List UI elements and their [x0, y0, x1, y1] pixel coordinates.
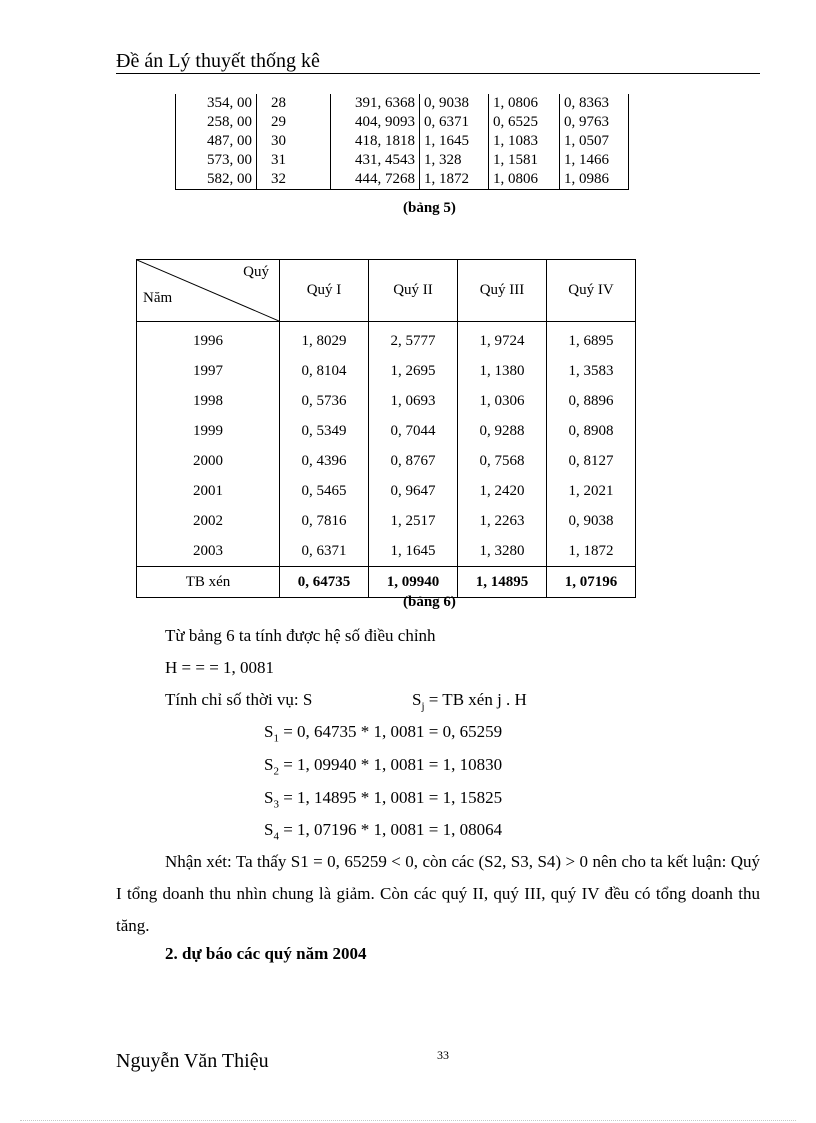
table-cell: 354, 00: [176, 94, 257, 113]
seasonal-formula: = TB xén j . H: [428, 690, 527, 709]
table-6-corner-cell: [137, 260, 280, 322]
table-cell: 1, 328: [420, 151, 489, 170]
s4-value: = 1, 07196 * 1, 0081 = 1, 08064: [283, 820, 503, 839]
table-row: [137, 322, 636, 357]
table-row: [137, 446, 636, 476]
corner-label-quarter: Quý: [243, 264, 269, 280]
text-line-h: H = = = 1, 0081: [165, 658, 275, 677]
index-cell: 1, 9724: [458, 322, 547, 357]
year-cell: 1996: [137, 322, 280, 357]
table-6-caption: (bảng 6): [403, 594, 456, 610]
index-cell: 0, 9647: [369, 476, 458, 506]
header-quarter-4: Quý IV: [547, 260, 636, 322]
footer-dotted-line: [20, 1120, 796, 1121]
table-row: [137, 386, 636, 416]
table-cell: 391, 6368: [331, 94, 420, 113]
table-row: [176, 170, 629, 190]
index-cell: 0, 8127: [547, 446, 636, 476]
index-cell: 1, 1872: [547, 536, 636, 567]
table-cell: 1, 0806: [489, 170, 560, 190]
index-cell: 0, 8908: [547, 416, 636, 446]
year-cell: 2003: [137, 536, 280, 567]
table-row: [176, 94, 629, 113]
header-quarter-2: Quý II: [369, 260, 458, 322]
index-cell: 0, 4396: [280, 446, 369, 476]
table-row: [137, 536, 636, 567]
index-cell: 1, 1380: [458, 356, 547, 386]
index-cell: 1, 2263: [458, 506, 547, 536]
table-row: [176, 113, 629, 132]
section-heading: 2. dự báo các quý năm 2004: [165, 944, 367, 963]
index-cell: 0, 7568: [458, 446, 547, 476]
corner-label-year: Năm: [143, 290, 173, 306]
year-cell: 2001: [137, 476, 280, 506]
table-cell: 258, 00: [176, 113, 257, 132]
average-label: TB xén: [137, 567, 280, 598]
year-cell: 1998: [137, 386, 280, 416]
index-cell: 0, 5465: [280, 476, 369, 506]
index-cell: 0, 7044: [369, 416, 458, 446]
index-cell: 0, 7816: [280, 506, 369, 536]
table-cell: 1, 1645: [420, 132, 489, 151]
table-cell: 487, 00: [176, 132, 257, 151]
table-6: [136, 259, 636, 598]
text-line-1: Từ bảng 6 ta tính được hệ số điều chỉnh: [165, 626, 436, 645]
s2-line: $S_2 = 1$, 09940 * 1, 0081 = 1, 10830: [264, 755, 503, 778]
index-cell: 0, 6371: [280, 536, 369, 567]
table-row: [176, 151, 629, 170]
text-line-seasonal-right: $S_j$ = TB xén j . H: [412, 690, 527, 713]
index-cell: 0, 8767: [369, 446, 458, 476]
index-cell: 1, 2021: [547, 476, 636, 506]
header-quarter-3: Quý III: [458, 260, 547, 322]
index-cell: 0, 8896: [547, 386, 636, 416]
table-cell: 29: [257, 113, 331, 132]
s4-line: $S_4 = 1$, 07196 * 1, 0081 = 1, 08064: [264, 820, 503, 843]
table-row: [176, 132, 629, 151]
index-cell: 1, 1645: [369, 536, 458, 567]
remark-paragraph: Nhận xét: Ta thấy S1 = 0, 65259 < 0, còn các (S2, S3, S4) > 0 nên cho ta kết luận: Quý I tổng doanh thu nhìn chung là giảm. Còn các quý II, quý III, quý IV đều có tổng doanh thu tăng.: [116, 852, 760, 935]
year-cell: 2000: [137, 446, 280, 476]
header-quarter-1: Quý I: [280, 260, 369, 322]
table-cell: 1, 0507: [560, 132, 629, 151]
table-row: [137, 416, 636, 446]
year-cell: 1999: [137, 416, 280, 446]
average-q2: 1, 09940: [369, 567, 458, 598]
table-row: [137, 506, 636, 536]
index-cell: 0, 8104: [280, 356, 369, 386]
table-cell: 0, 8363: [560, 94, 629, 113]
page-header-title: Đề án Lý thuyết thống kê: [116, 50, 320, 72]
index-cell: 1, 3583: [547, 356, 636, 386]
index-cell: 2, 5777: [369, 322, 458, 357]
table-cell: 431, 4543: [331, 151, 420, 170]
table-cell: 28: [257, 94, 331, 113]
s1-value: = 0, 64735 * 1, 0081 = 0, 65259: [283, 722, 503, 741]
table-cell: 0, 9763: [560, 113, 629, 132]
table-5: [175, 94, 629, 190]
index-cell: 1, 0306: [458, 386, 547, 416]
index-cell: 1, 3280: [458, 536, 547, 567]
index-cell: 0, 5736: [280, 386, 369, 416]
header-rule: [116, 73, 760, 74]
index-cell: 1, 2695: [369, 356, 458, 386]
table-cell: 1, 1581: [489, 151, 560, 170]
s3-value: = 1, 14895 * 1, 0081 = 1, 15825: [283, 788, 503, 807]
table-cell: 0, 9038: [420, 94, 489, 113]
table-cell: 404, 9093: [331, 113, 420, 132]
footer-author: Nguyễn Văn Thiệu: [116, 1050, 269, 1072]
table-cell: 31: [257, 151, 331, 170]
page-number: 33: [437, 1048, 449, 1062]
table-cell: 0, 6525: [489, 113, 560, 132]
index-cell: 1, 6895: [547, 322, 636, 357]
table-cell: 444, 7268: [331, 170, 420, 190]
s3-line: $S_3 = 1$, 14895 * 1, 0081 = 1, 15825: [264, 788, 503, 811]
index-cell: 1, 0693: [369, 386, 458, 416]
average-q1: 0, 64735: [280, 567, 369, 598]
table-row: [137, 356, 636, 386]
s2-value: = 1, 09940 * 1, 0081 = 1, 10830: [283, 755, 503, 774]
index-cell: 1, 2517: [369, 506, 458, 536]
table-cell: 573, 00: [176, 151, 257, 170]
table-cell: 1, 1466: [560, 151, 629, 170]
table-cell: 582, 00: [176, 170, 257, 190]
text-line-seasonal-left: Tính chỉ số thời vụ: S: [165, 690, 313, 709]
table-5-caption: (bảng 5): [403, 200, 456, 216]
average-q3: 1, 14895: [458, 567, 547, 598]
index-cell: 0, 9288: [458, 416, 547, 446]
table-cell: 418, 1818: [331, 132, 420, 151]
s1-line: $S_1 = 0$, 64735 * 1, 0081 = 0, 65259: [264, 722, 503, 745]
table-6-average-row: [137, 567, 636, 598]
table-cell: 1, 1872: [420, 170, 489, 190]
table-cell: 1, 1083: [489, 132, 560, 151]
index-cell: 0, 5349: [280, 416, 369, 446]
index-cell: 1, 8029: [280, 322, 369, 357]
table-cell: 32: [257, 170, 331, 190]
year-cell: 2002: [137, 506, 280, 536]
year-cell: 1997: [137, 356, 280, 386]
table-row: [137, 476, 636, 506]
index-cell: 0, 9038: [547, 506, 636, 536]
table-cell: 1, 0806: [489, 94, 560, 113]
table-cell: 1, 0986: [560, 170, 629, 190]
table-cell: 30: [257, 132, 331, 151]
average-q4: 1, 07196: [547, 567, 636, 598]
table-cell: 0, 6371: [420, 113, 489, 132]
index-cell: 1, 2420: [458, 476, 547, 506]
